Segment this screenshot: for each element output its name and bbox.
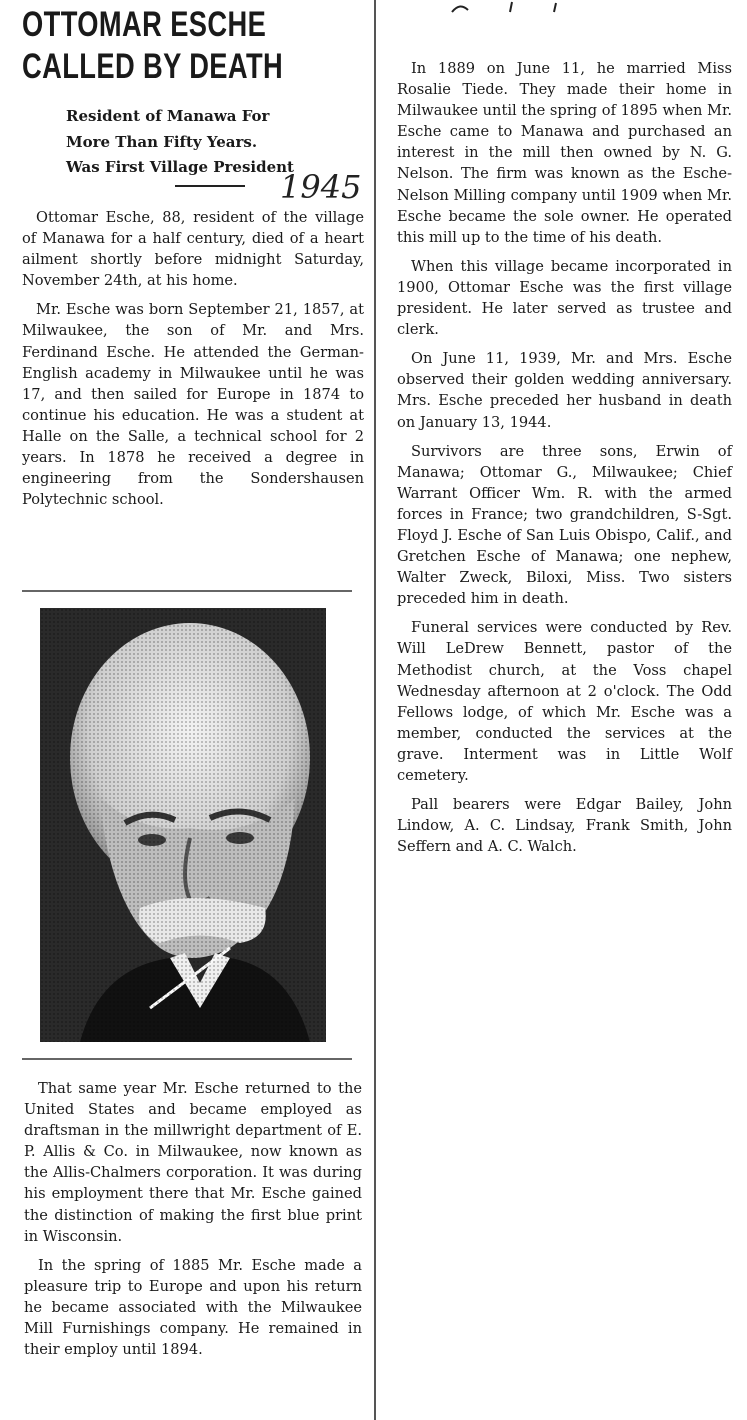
subhead-line-2: More Than Fifty Years.: [66, 132, 258, 151]
headline-line-1: OTTOMAR ESCHE: [22, 5, 267, 44]
photo-top-rule: [22, 590, 352, 592]
portrait-photo: [40, 608, 326, 1042]
top-edge-handwriting-mark: [450, 0, 580, 14]
subhead-divider: [175, 185, 245, 187]
paragraph: Ottomar Esche, 88, resident of the village of Manawa for a half century, died of a heart ailment shortly before midnight Saturday, November 24th, at his home.: [22, 209, 364, 290]
column-divider: [374, 0, 376, 1420]
paragraph: On June 11, 1939, Mr. and Mrs. Esche observed their golden wedding anniversary. Mrs. Esche preceded her husband in death on January 13, 1944.: [397, 350, 732, 431]
paragraph: Pall bearers were Edgar Bailey, John Lindow, A. C. Lindsay, Frank Smith, John Seffern and A. C. Walch.: [397, 796, 732, 856]
paragraph: That same year Mr. Esche returned to the United States and became employed as draftsman in the millwright department of E. P. Allis & Co. in Milwaukee, now known as the Allis-Chalmers corporation. It was during his employment there that Mr. Esche gained the distinction of making the first blue print in Wisconsin.: [24, 1080, 362, 1245]
headline: [22, 4, 291, 88]
portrait-illustration: [40, 608, 326, 1042]
paragraph: In 1889 on June 11, he married Miss Rosalie Tiede. They made their home in Milwaukee until the spring of 1895 when Mr. Esche came to Manawa and purchased an interest in the mill then owned by N. G. Nelson. The firm was known as the Esche-Nelson Milling company until 1909 when Mr. Esche became the sole owner. He operated this mill up to the time of his death.: [397, 60, 732, 246]
handwritten-year: 1945: [280, 168, 362, 206]
subhead-line-1: Resident of Manawa For: [66, 107, 270, 125]
paragraph: When this village became incorporated in 1900, Ottomar Esche was the first village president. He later served as trustee and clerk.: [397, 257, 732, 339]
left-column-top-text: [22, 207, 364, 518]
headline-line-2: CALLED BY DEATH: [22, 47, 284, 86]
paragraph: In the spring of 1885 Mr. Esche made a pleasure trip to Europe and upon his return he became associated with the Milwaukee Mill Furnishings company. He remained in their employ until 1894.: [24, 1256, 362, 1359]
paragraph: Funeral services were conducted by Rev. Will LeDrew Bennett, pastor of the Methodist church, at the Voss chapel Wednesday afternoon at 2 o'clock. The Odd Fellows lodge, of which Mr. Esche was a member, conducted the services at the grave. Interment was in Little Wolf cemetery.: [397, 619, 732, 784]
paragraph: Mr. Esche was born September 21, 1857, at Milwaukee, the son of Mr. and Mrs. Ferdinand Esche. He attended the German-English academy in Milwaukee until he was 17, and then sailed for Europe in 1874 to continue his education. He was a student at Halle on the Salle, a technical school for 2 years. In 1878 he received a degree in engineering from the Sondershausen Polytechnic school.: [22, 301, 364, 509]
photo-bottom-rule: [22, 1058, 352, 1060]
right-column-text: [397, 58, 732, 865]
left-column-bottom-text: [24, 1078, 362, 1368]
subhead-line-3: Was First Village President: [66, 158, 294, 176]
paragraph: Survivors are three sons, Erwin of Manawa; Ottomar G., Milwaukee; Chief Warrant Officer Wm. R. with the armed forces in France; two grandchildren, S-Sgt. Floyd J. Esche of San Luis Obispo, Calif., and Gretchen Esche of Manawa; one nephew, Walter Zweck, Biloxi, Miss. Two sisters preceded him in death.: [397, 442, 732, 608]
